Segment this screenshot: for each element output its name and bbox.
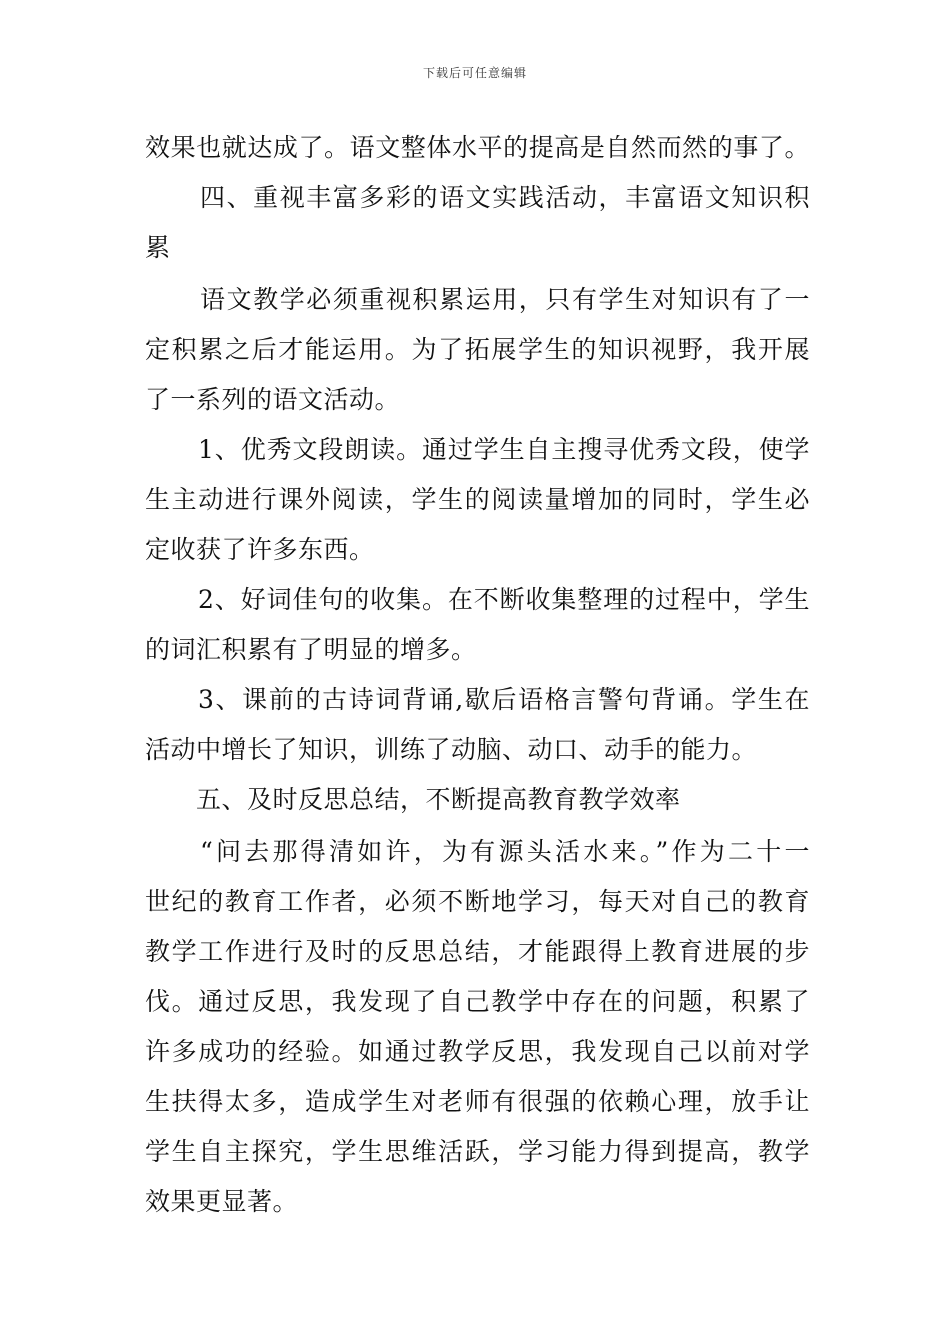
text-line: 生扶得太多，造成学生对老师有很强的依赖心理，放手让 [145,1087,810,1116]
text-line: 生主动进行课外阅读，学生的阅读量增加的同时，学生必 [145,485,810,514]
text-line: 3、课前的古诗词背诵,歇后语格言警句背诵。学生在 [198,685,810,714]
text-line: 教学工作进行及时的反思总结，才能跟得上教育进展的步 [145,937,810,966]
text-line: 许多成功的经验。如通过教学反思，我发现自己以前对学 [145,1037,810,1066]
section-heading: 四、重视丰富多彩的语文实践活动，丰富语文知识积 [200,183,810,212]
text-line: 效果更显著。 [145,1187,299,1216]
text-line: “问去那得清如许，为有源头活水来。”作为二十一 [200,837,810,866]
text-line: 了一系列的语文活动。 [145,385,401,414]
section-heading: 五、及时反思总结，不断提高教育教学效率 [196,785,681,814]
text-line: 1、优秀文段朗读。通过学生自主搜寻优秀文段，使学 [198,435,810,464]
text-line: 伐。通过反思，我发现了自己教学中存在的问题，积累了 [145,987,810,1016]
text-line: 学生自主探究，学生思维活跃，学习能力得到提高，教学 [145,1137,810,1166]
text-line: 定积累之后才能运用。为了拓展学生的知识视野，我开展 [145,335,810,364]
section-heading: 累 [145,233,171,262]
text-line: 活动中增长了知识，训练了动脑、动口、动手的能力。 [145,735,758,764]
text-line: 定收获了许多东西。 [145,535,375,564]
text-line: 2、好词佳句的收集。在不断收集整理的过程中，学生 [198,585,810,614]
text-line: 语文教学必须重视积累运用，只有学生对知识有了一 [200,285,810,314]
text-line: 的词汇积累有了明显的增多。 [145,635,477,664]
page-header: 下载后可任意编辑 [422,66,527,80]
text-line: 效果也就达成了。语文整体水平的提高是自然而然的事了。 [145,133,810,162]
text-line: 世纪的教育工作者，必须不断地学习，每天对自己的教育 [145,887,810,916]
